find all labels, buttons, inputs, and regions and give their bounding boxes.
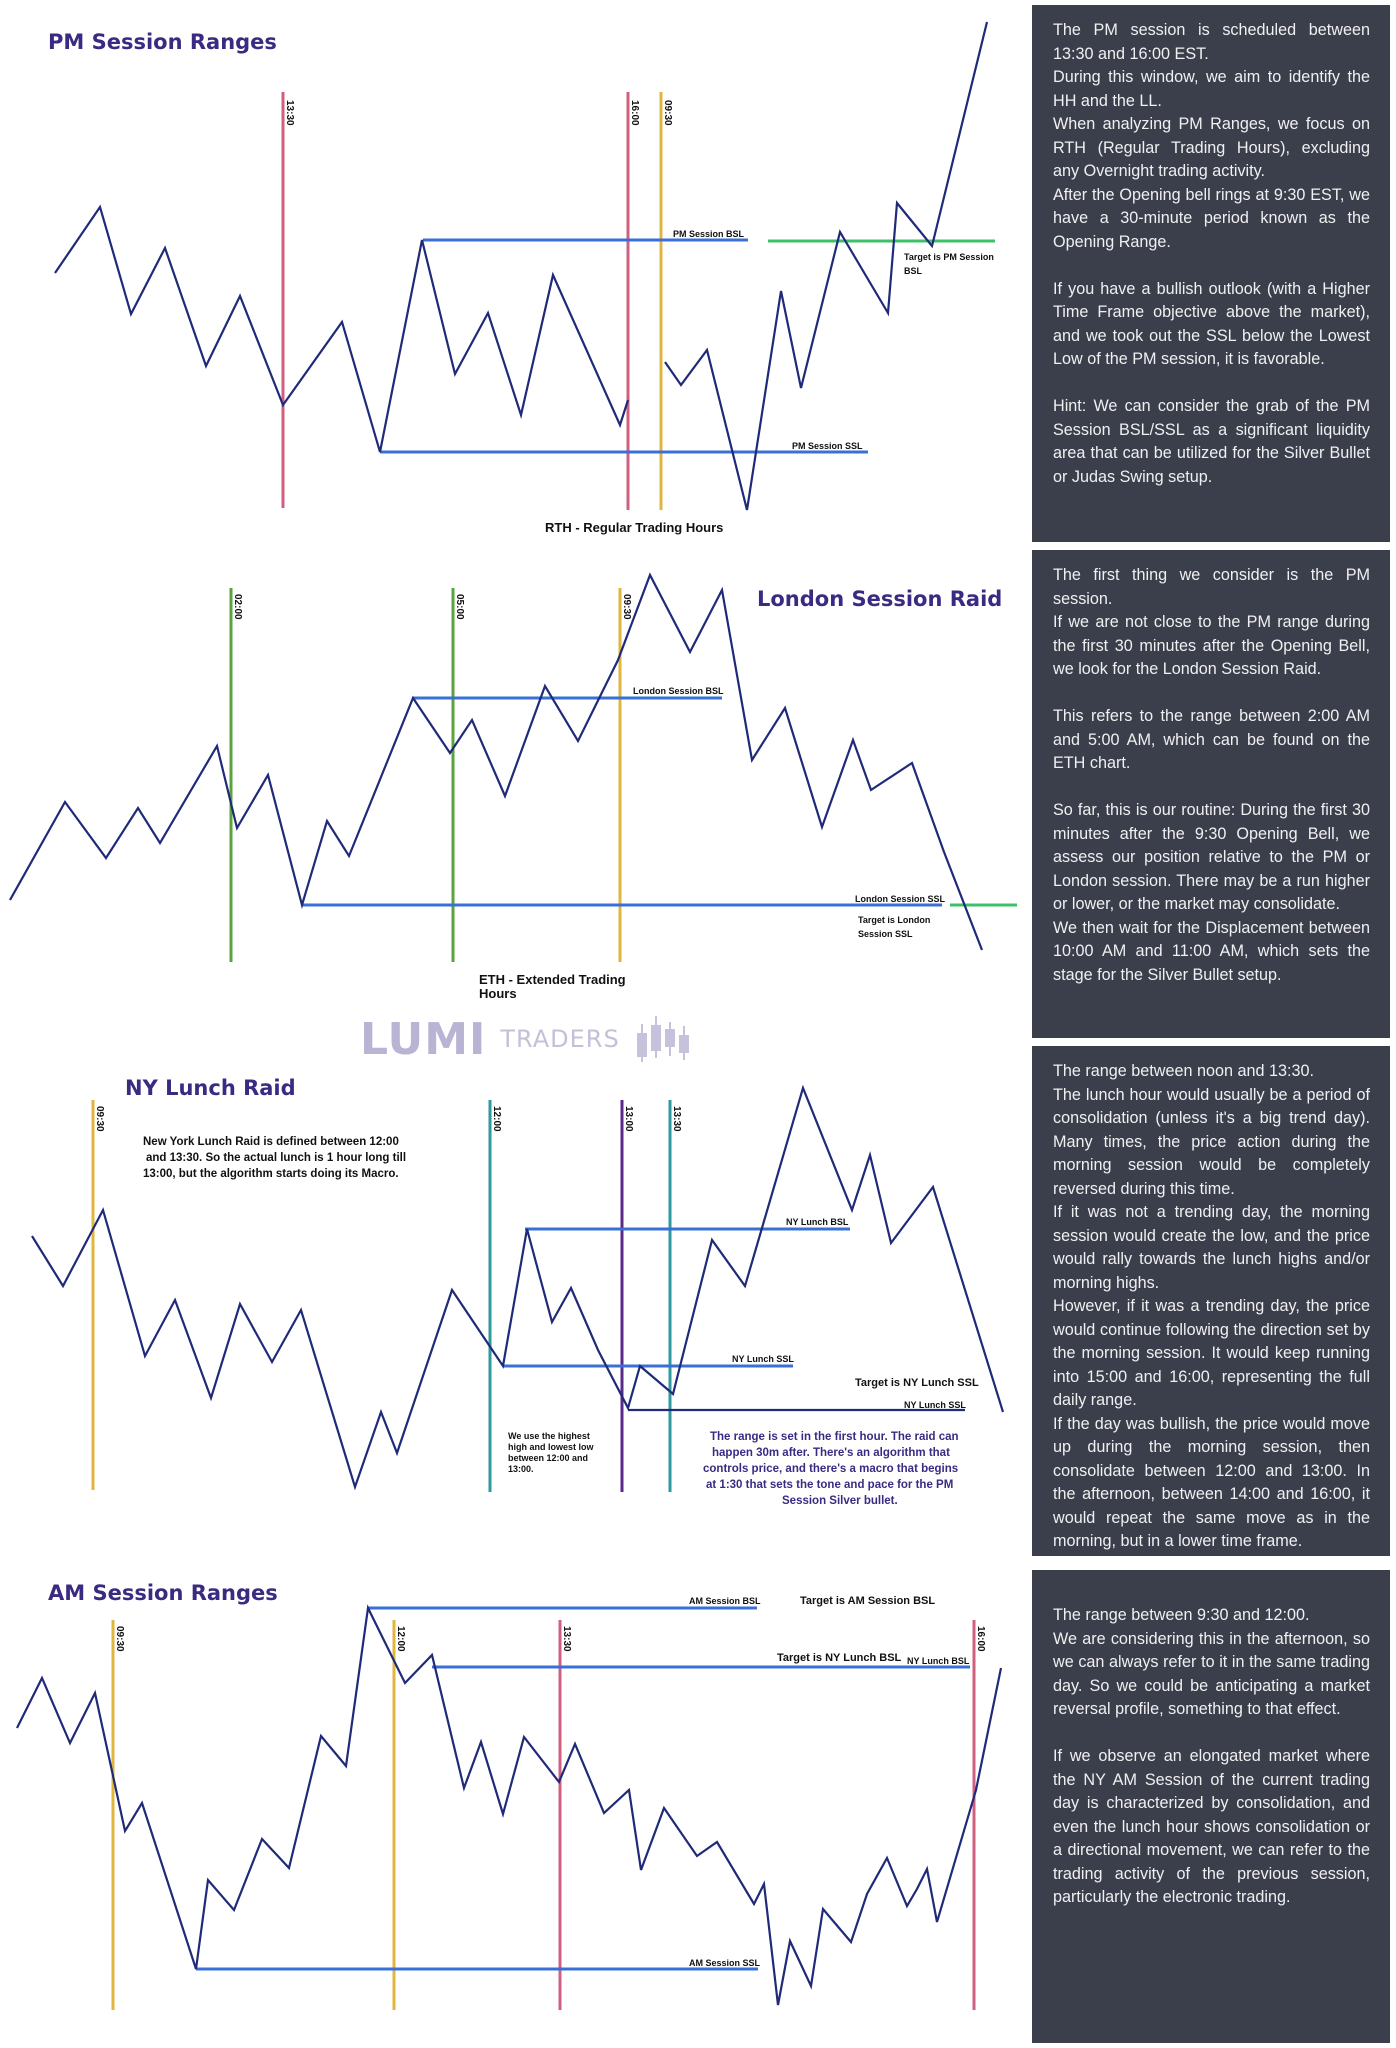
lunch-hl-3: between 12:00 and [508,1453,589,1463]
pm-target-label-1: Target is PM Session [904,252,994,262]
pm-price-line-2 [665,22,987,510]
london-text-5: We then wait for the Displacement between 10:00 AM and 11:00 AM, which sets the stage for the Silver Bullet setup. [1053,918,1370,984]
pm-1600-label: 16:00 [629,100,640,126]
am-text-3: If we observe an elongated market where the NY AM Session of the current trading day is characterized by consolidation, and even the lunch hour shows consolidation or a directional movement, we can refer to the trading activity of the previous session, particularly the electronic trading. [1053,1747,1370,1906]
lunch-target-label: Target is NY Lunch SSL [855,1377,979,1389]
lunch-text-4: However, if it was a trending day, the price would continue following the direction set by the morning session. It would keep running into 15:00 and 16:00, representing the full daily range. [1053,1297,1370,1409]
pm-text-3: When analyzing PM Ranges, we focus on RTH (Regular Trading Hours), excluding any Overnight trading activity. [1053,115,1370,180]
london-caption-1: ETH - Extended Trading [479,972,626,987]
pm-text-2: During this window, we aim to identify the HH and the LL. [1053,68,1370,110]
lunch-ssl-label: NY Lunch SSL [732,1354,794,1364]
am-text-2: We are considering this in the afternoon, so we can always refer to it in the same trading day. So we could be anticipating a market reversal profile, something to that effect. [1053,1629,1370,1718]
lunch-1330-label: 13:30 [671,1106,682,1132]
london-panel-title: London Session Raid [757,587,1003,611]
pm-ssl-label: PM Session SSL [792,441,863,451]
am-target-lunch-label: Target is NY Lunch BSL [777,1652,902,1664]
pm-session-diagram [0,0,1030,550]
london-target-label-1: Target is London [858,915,931,925]
am-text-panel [1032,1570,1390,2043]
lunch-1300-label: 13:00 [623,1106,634,1132]
pm-price-line [55,207,628,452]
lunch-text-1: The range between noon and 13:30. [1053,1062,1315,1080]
lunch-text-2: The lunch hour would usually be a period of consolidation (unless it's a big trend day). Many times, the price action during the morning session would be completely reversed during this time. [1053,1085,1370,1198]
lunch-ssl-label-2: NY Lunch SSL [904,1400,966,1410]
lunch-intro-2: and 13:30. So the actual lunch is 1 hour long till [146,1152,407,1164]
watermark-sub: TRADERS [500,1025,620,1053]
pm-bsl-label: PM Session BSL [673,229,745,239]
am-bsl-label: AM Session BSL [689,1596,761,1606]
lunch-hl-2: high and lowest low [508,1442,594,1452]
lunch-text-3: If it was not a trending day, the morning session would create the low, and the price would rally towards the lunch highs and/or morning highs. [1053,1203,1370,1292]
london-text-panel [1032,550,1390,1038]
pm-text-1: The PM session is scheduled between 13:30 and 16:00 EST. [1053,21,1370,63]
am-1600-label: 16:00 [975,1626,986,1652]
london-text-1: The first thing we consider is the PM session. [1053,566,1370,608]
pm-caption: RTH - Regular Trading Hours [545,520,724,535]
lunch-range-2: happen 30m after. There's an algorithm that [712,1447,950,1459]
london-price-line [10,575,982,950]
am-lunch-bsl-label: NY Lunch BSL [907,1656,970,1666]
am-ssl-label: AM Session SSL [689,1958,761,1968]
am-panel-title: AM Session Ranges [48,1581,278,1605]
pm-1330-label: 13:30 [284,100,295,126]
lunch-intro-3: 13:00, but the algorithm starts doing its Macro. [143,1168,399,1180]
am-1200-label: 12:00 [395,1626,406,1652]
london-session-diagram [0,550,1030,1050]
lunch-range-1: The range is set in the first hour. The raid can [710,1431,959,1443]
lunch-range-5: Session Silver bullet. [782,1495,898,1507]
pm-text-4: After the Opening bell rings at 9:30 EST, we have a 30-minute period known as the Opening Range. [1053,185,1370,251]
watermark-brand: LUMI [360,1013,487,1065]
london-0930-label: 09:30 [621,594,632,620]
lunch-range-3: controls price, and there's a macro that begins [703,1463,959,1475]
lunch-text-5: If the day was bullish, the price would move up during the morning session, then consolidate between 12:00 and 13:00. In the afternoon, between 14:00 and 16:00, it would repeat the same move as in the morning, but in a lower time frame. [1053,1414,1370,1550]
london-0200-label: 02:00 [232,594,243,620]
london-target-label-2: Session SSL [858,929,913,939]
am-session-diagram [0,1570,1030,2048]
london-text-4: So far, this is our routine: During the first 30 minutes after the 9:30 Opening Bell, we assess our position relative to the PM or London session. There may be a run higher or lower, or the market may consolidate. [1053,801,1370,913]
lunch-hl-1: We use the highest [508,1431,590,1441]
london-text-3: This refers to the range between 2:00 AM and 5:00 AM, which can be found on the ETH chart. [1053,707,1370,772]
am-text-1: The range between 9:30 and 12:00. [1053,1606,1310,1624]
am-0930-label: 09:30 [114,1626,125,1652]
london-bsl-label: London Session BSL [633,686,724,696]
london-caption-2: Hours [479,986,517,1001]
lunch-text-panel [1032,1046,1390,1556]
lunch-range-4: at 1:30 that sets the tone and pace for the PM [706,1479,954,1491]
pm-panel-title: PM Session Ranges [48,30,277,54]
london-ssl-label: London Session SSL [855,894,946,904]
pm-text-6: Hint: We can consider the grab of the PM Session BSL/SSL as a significant liquidity area that can be utilized for the Silver Bullet or Judas Swing setup. [1053,397,1370,486]
am-target-am-label: Target is AM Session BSL [800,1595,936,1607]
lunch-hl-4: 13:00. [508,1464,534,1474]
pm-target-label-2: BSL [904,266,922,276]
pm-text-5: If you have a bullish outlook (with a Higher Time Frame objective above the market), and we took out the SSL below the Lowest Low of the PM session, it is favorable. [1053,279,1370,368]
lunch-panel-title: NY Lunch Raid [125,1076,296,1100]
london-text-2: If we are not close to the PM range during the first 30 minutes after the Opening Bell, we look for the London Session Raid. [1053,613,1370,678]
am-1330-label: 13:30 [561,1626,572,1652]
pm-0930-label: 09:30 [662,100,673,126]
london-0500-label: 05:00 [454,594,465,620]
lunch-intro-1: New York Lunch Raid is defined between 12:00 [143,1136,399,1148]
lunch-raid-diagram [0,1050,1030,1570]
lunch-bsl-label: NY Lunch BSL [786,1217,849,1227]
pm-text-panel [1032,5,1390,542]
lunch-0930-label: 09:30 [94,1106,105,1132]
lunch-1200-label: 12:00 [491,1106,502,1132]
